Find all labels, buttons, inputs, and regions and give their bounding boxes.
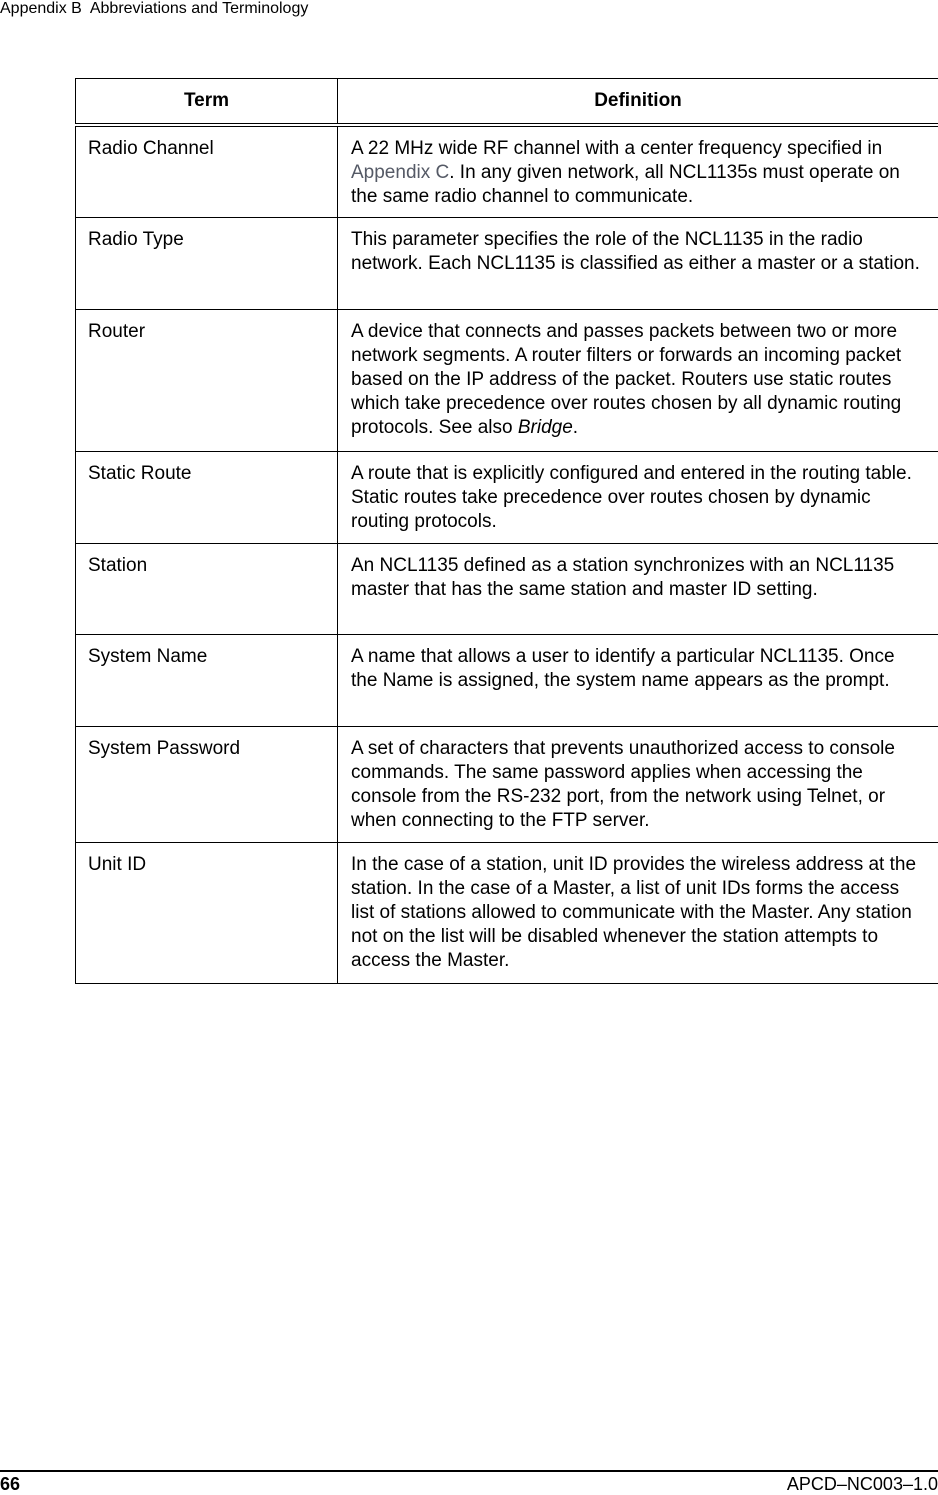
document-id: APCD–NC003–1.0	[787, 1474, 938, 1495]
table-row	[76, 727, 938, 843]
terminology-table	[75, 78, 938, 984]
table-row	[76, 843, 938, 984]
definition-text: A 22 MHz wide RF channel with a center frequency specified in	[351, 138, 882, 159]
definition-cell: A set of characters that prevents unauthorized access to console commands. The same password applies when accessing the console from the RS-232 port, from the network using Telnet, or when connecting to the FTP server.	[338, 727, 938, 843]
table-row	[76, 125, 938, 218]
column-header-definition: Definition	[338, 79, 938, 126]
definition-cell: This parameter specifies the role of the NCL1135 in the radio network. Each NCL1135 is classified as either a master or a station.	[338, 218, 938, 310]
definition-cell: A route that is explicitly configured and entered in the routing table. Static routes take precedence over routes chosen by dynamic routing protocols.	[338, 452, 938, 544]
footer-rule	[0, 1470, 938, 1472]
column-header-term: Term	[76, 79, 338, 126]
term-cell: System Password	[76, 727, 338, 843]
bridge-reference: Bridge	[518, 417, 573, 438]
table-header-row	[76, 79, 938, 126]
definition-cell	[338, 310, 938, 452]
table-row	[76, 310, 938, 452]
term-cell: Station	[76, 544, 338, 635]
definition-cell: An NCL1135 defined as a station synchronizes with an NCL1135 master that has the same station and master ID setting.	[338, 544, 938, 635]
appendix-c-link[interactable]: Appendix C	[351, 162, 449, 183]
definition-cell: In the case of a station, unit ID provides the wireless address at the station. In the case of a Master, a list of unit IDs forms the access list of stations allowed to communicate with the Master. Any station not on the list will be disabled whenever the station attempts to access the Master.	[338, 843, 938, 984]
term-cell: Unit ID	[76, 843, 338, 984]
definition-text: . In any given network, all NCL1135s must operate on the same radio channel to communicate.	[351, 162, 900, 207]
definition-text: .	[573, 417, 578, 438]
table-row	[76, 544, 938, 635]
definition-cell	[338, 125, 938, 218]
term-cell: Radio Channel	[76, 125, 338, 218]
term-cell: Static Route	[76, 452, 338, 544]
definition-cell: A name that allows a user to identify a particular NCL1135. Once the Name is assigned, the system name appears as the prompt.	[338, 635, 938, 727]
table-row	[76, 635, 938, 727]
term-cell: Router	[76, 310, 338, 452]
term-cell: Radio Type	[76, 218, 338, 310]
table-row	[76, 452, 938, 544]
definition-text: A device that connects and passes packets between two or more network segments. A router filters or forwards an incoming packet based on the IP address of the packet. Routers use static routes which take precedence over routes chosen by all dynamic routing protocols. See also	[351, 321, 901, 438]
running-header: Appendix B Abbreviations and Terminology	[0, 0, 308, 18]
table-row	[76, 218, 938, 310]
page-number: 66	[0, 1474, 20, 1495]
term-cell: System Name	[76, 635, 338, 727]
